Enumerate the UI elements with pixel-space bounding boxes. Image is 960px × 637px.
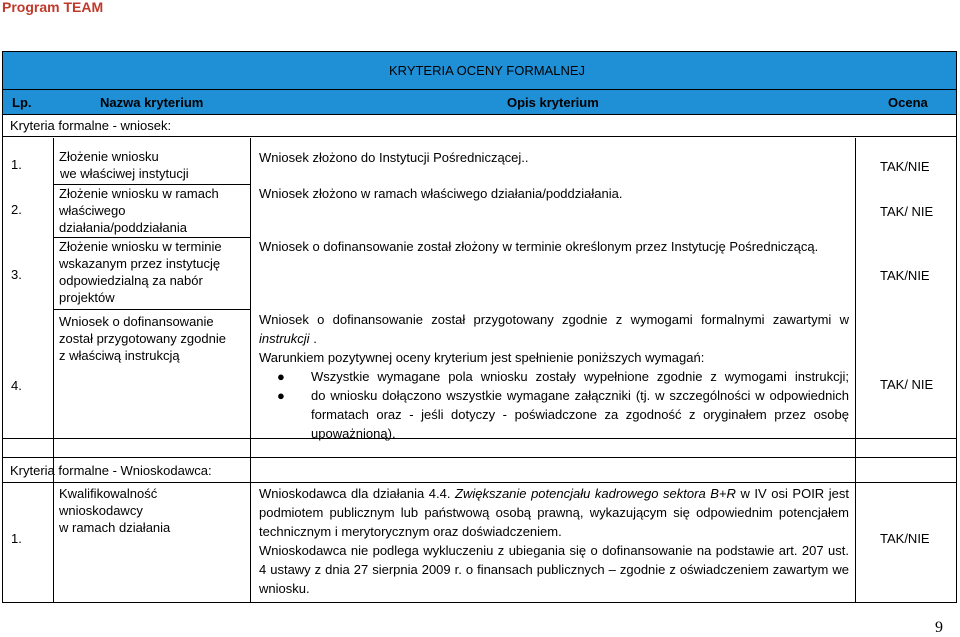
table-title: KRYTERIA OCENY FORMALNEJ	[389, 63, 586, 78]
row4-lp: 4.	[11, 378, 22, 393]
header-lp: Lp.	[12, 95, 32, 110]
row3-lp: 3.	[11, 267, 22, 282]
row2-name: Złożenie wniosku w ramach właściwego działania/poddziałania	[59, 186, 219, 235]
section2-title: Kryteria formalne - Wnioskodawca:	[10, 463, 212, 478]
row2-lp: 2.	[11, 202, 22, 217]
criteria-table	[2, 51, 957, 603]
table-header-row	[3, 90, 956, 115]
table-title-row	[3, 52, 956, 90]
s2-row1-desc: Wnioskodawca dla działania 4.4. Zwiększanie potencjału kadrowego sektora B+R w IV osi POIR jest podmiotem publicznym lub państwową osobą prawną, wykazującym się odpowiednim potencjałem technicznym i merytorycznym oraz doświadczeniem. Wnioskodawca nie podlega wykluczeniu z ubiegania się o dofinansowanie na podstawie art. 207 ust. 4 ustawy z dnia 27 sierpnia 2009 r. o finansach publicznych – zgodnie z oświadczeniem zawartym we wniosku.	[259, 486, 849, 596]
row4-name: Wniosek o dofinansowanie został przygotowany zgodnie z właściwą instrukcją	[59, 314, 226, 363]
row3-name: Złożenie wniosku w terminie wskazanym przez instytucję odpowiedzialną za nabór projektów	[59, 239, 222, 305]
section-title: Kryteria formalne - wniosek:	[10, 118, 172, 133]
bullet-icon: ●	[277, 369, 285, 384]
section-title-row	[3, 115, 956, 137]
row3-score: TAK/NIE	[880, 268, 930, 283]
bullet-icon: ●	[277, 388, 285, 403]
row1-desc: Wniosek złożono do Instytucji Pośredniczącej..	[259, 150, 529, 165]
row1-score: TAK/NIE	[880, 159, 930, 174]
row4-score: TAK/ NIE	[880, 377, 934, 392]
header-name: Nazwa kryterium	[100, 95, 204, 110]
row1-name: Złożenie wniosku we właściwej instytucji	[59, 149, 189, 181]
row2-score: TAK/ NIE	[880, 204, 934, 219]
s2-row1-lp: 1.	[11, 531, 22, 546]
program-title: Program TEAM	[2, 0, 104, 15]
row4-desc: Wniosek o dofinansowanie został przygotowany zgodnie z wymogami formalnymi zawartymi w instrukcji . Warunkiem pozytywnej oceny kryterium jest spełnienie poniższych wymagań: ● Wszystkie wymagane pola wniosku zostały wypełnione zgodnie z wymogami instrukcji; ● do wniosku dołączono wszystkie wymagane załączniki (tj. w szczególności w odpowiednich formatach oraz - jeśli dotyczy - poświadczone za zgodność z oryginałem przez osobę upoważnioną).	[259, 312, 849, 441]
page-number: 9	[935, 619, 943, 636]
section2-title-row	[3, 457, 956, 483]
row2-desc: Wniosek złożono w ramach właściwego działania/poddziałania.	[259, 186, 623, 201]
bullet-item: ● Wszystkie wymagane pola wniosku zostały wypełnione zgodnie z wymogami instrukcji;	[277, 369, 849, 384]
bullet-item: ● do wniosku dołączono wszystkie wymagane załączniki (tj. w szczególności w odpowiednich formatach oraz - jeśli dotyczy - poświadczone za zgodność z oryginałem przez osobę upoważnioną).	[277, 388, 849, 441]
s2-row1-name: Kwalifikowalność wnioskodawcy w ramach działania	[59, 486, 171, 535]
row3-desc: Wniosek o dofinansowanie został złożony w terminie określonym przez Instytucję Pośredniczącą.	[259, 239, 819, 254]
header-score: Ocena	[888, 95, 928, 110]
header-desc: Opis kryterium	[507, 95, 599, 110]
s2-row1-score: TAK/NIE	[880, 531, 930, 546]
row1-lp: 1.	[11, 157, 22, 172]
